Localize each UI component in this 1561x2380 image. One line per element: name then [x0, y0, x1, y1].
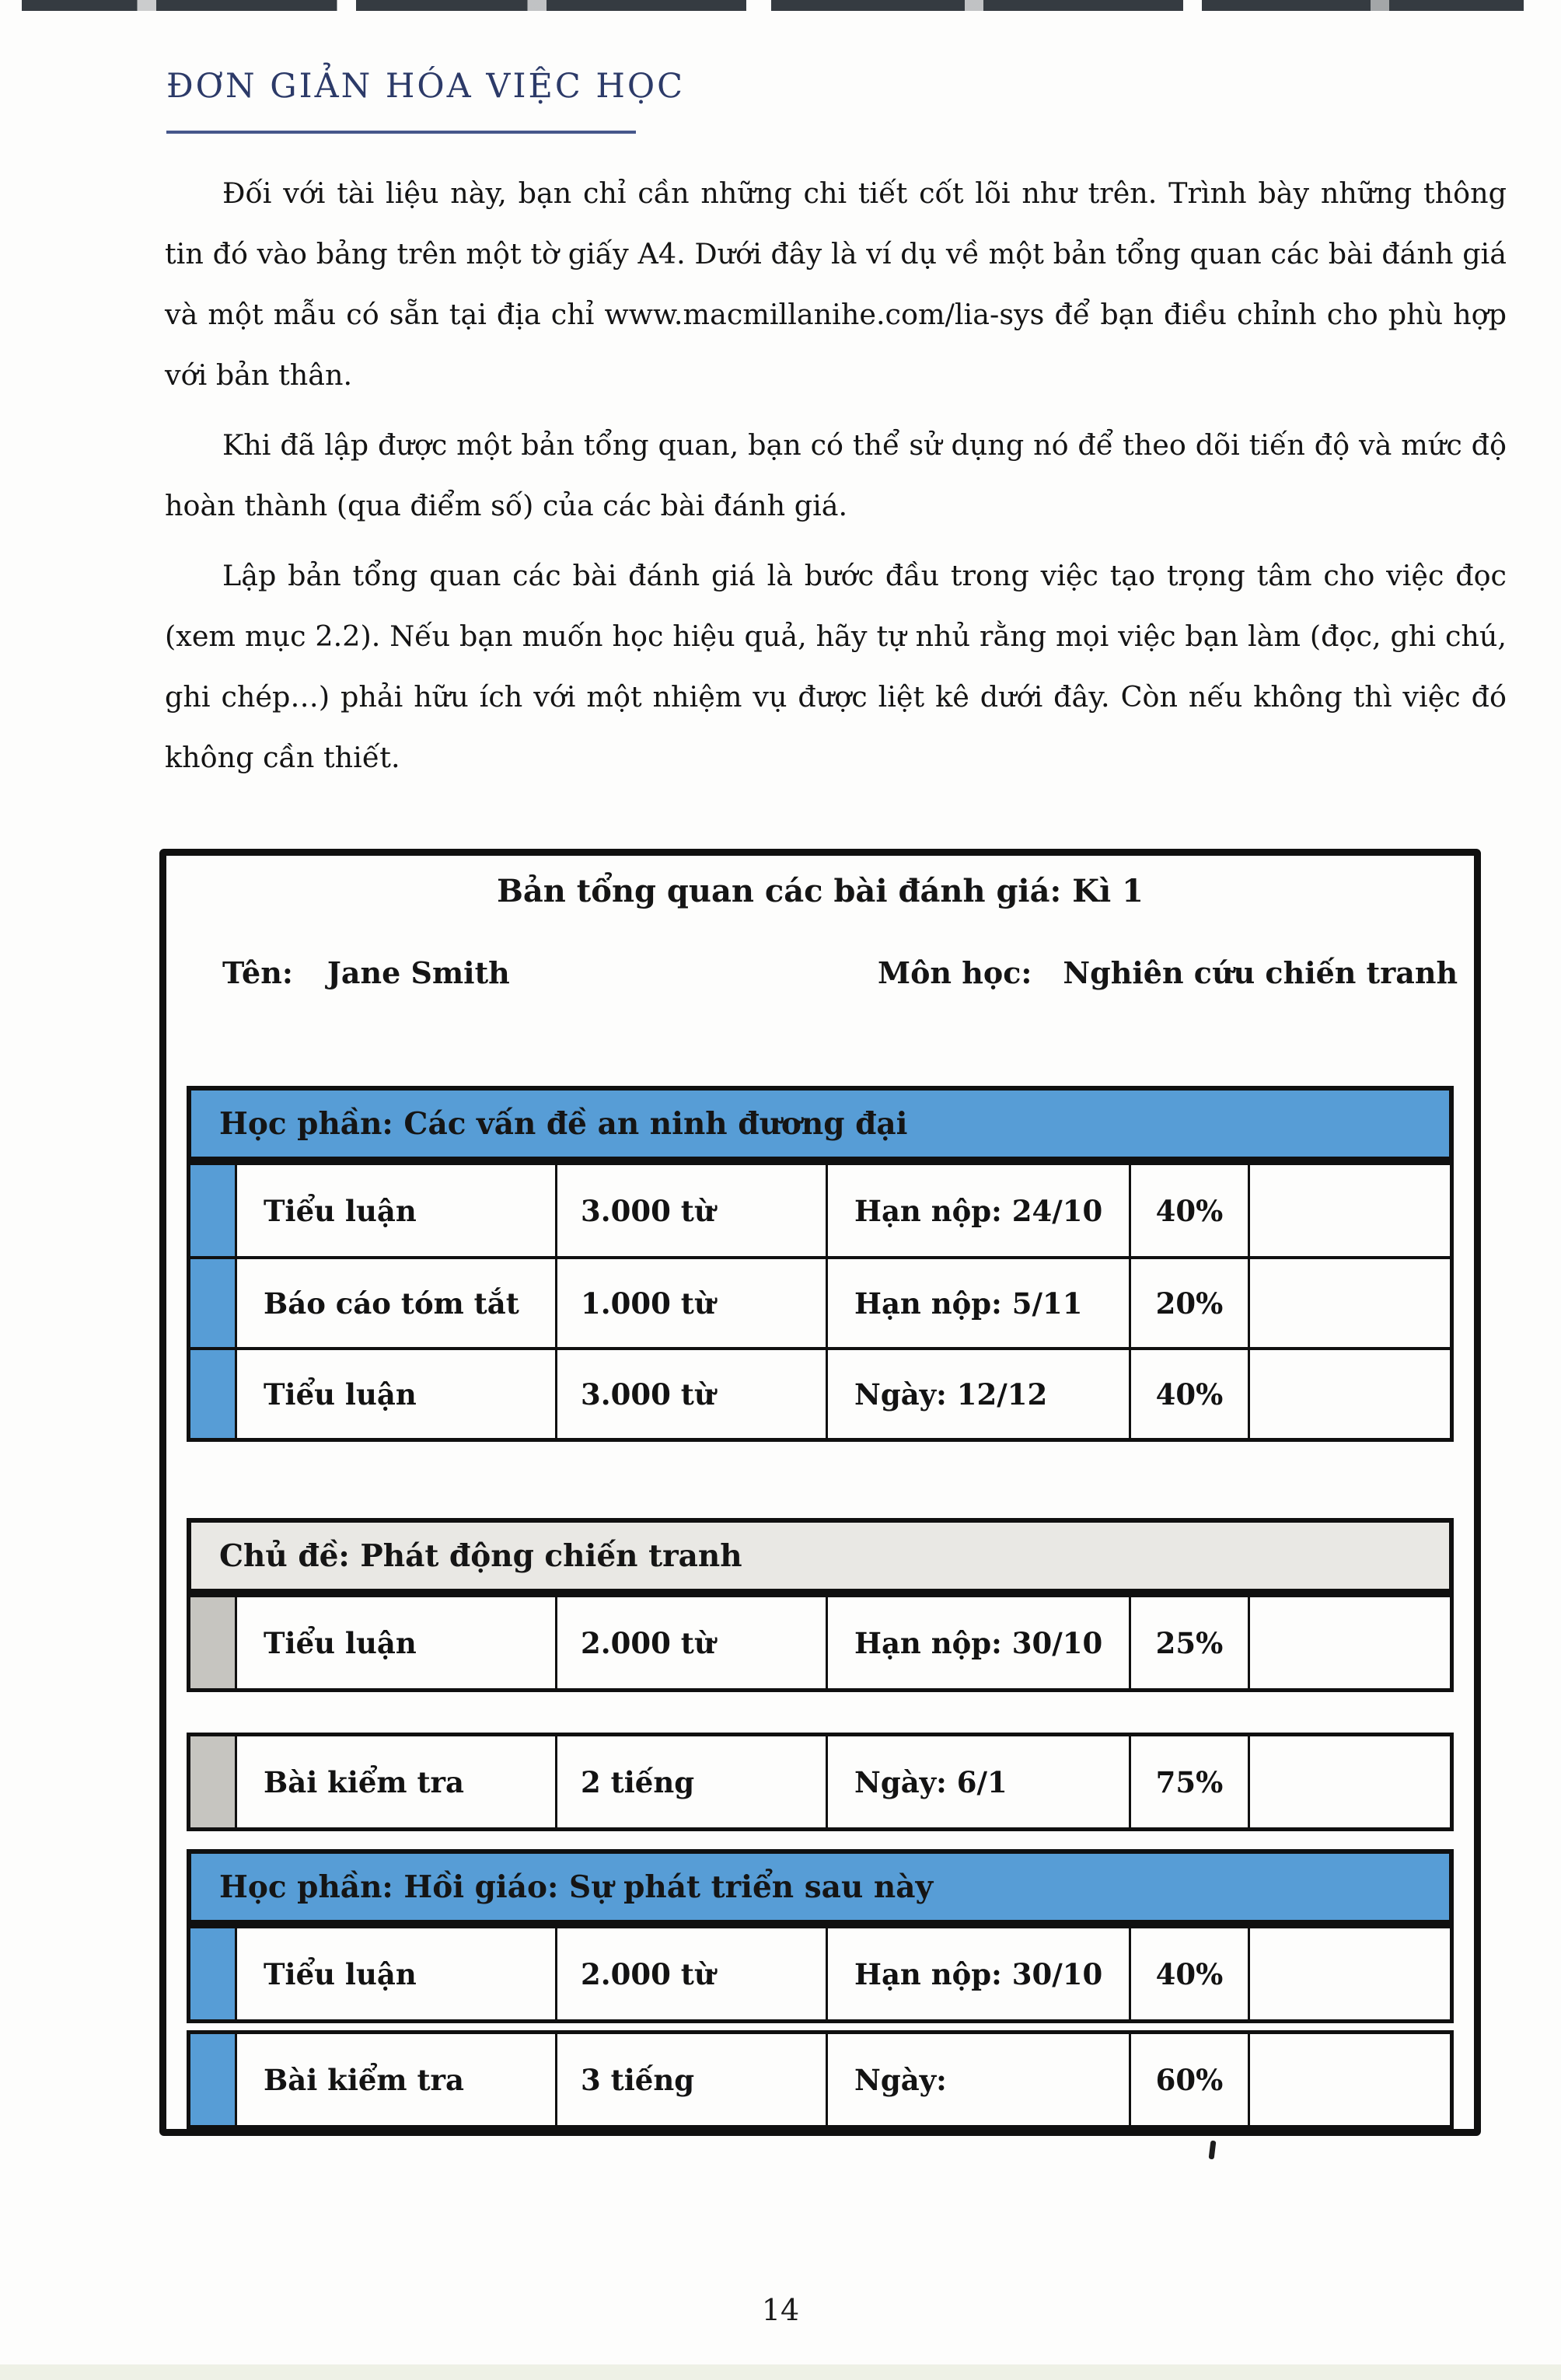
assessment-due: Ngày: 12/12	[828, 1350, 1131, 1438]
assessment-due: Hạn nộp: 5/11	[828, 1259, 1131, 1347]
assessment-size: 1.000 từ	[557, 1259, 828, 1347]
paragraph-1: Đối với tài liệu này, bạn chỉ cần những chi tiết cốt lõi như trên. Trình bày những thông tin đó vào bảng trên một tờ giấy A4. Dưới đây là ví dụ về một bản tổng quan các bài đánh giá và một mẫu có sẵn tại địa chỉ www.macmillanihe.com/lia-sys để bạn điều chỉnh cho phù hợp với bản thân.	[165, 176, 1507, 392]
assessment-notes	[1250, 1597, 1450, 1688]
assessment-size: 2 tiếng	[557, 1736, 828, 1827]
assessment-row	[187, 1593, 1454, 1692]
assessment-due: Hạn nộp: 24/10	[828, 1165, 1131, 1256]
assessment-type: Tiểu luận	[237, 1928, 557, 2019]
assessment-due: Hạn nộp: 30/10	[828, 1597, 1131, 1688]
assessment-type: Tiểu luận	[237, 1165, 557, 1256]
row-accent-stripe	[190, 1165, 237, 1256]
row-accent-stripe	[190, 1350, 237, 1438]
assessment-row	[190, 1165, 1450, 1256]
paragraph-2: Khi đã lập được một bản tổng quan, bạn có thể sử dụng nó để theo dõi tiến độ và mức độ hoàn thành (qua điểm số) của các bài đánh giá.	[165, 428, 1507, 522]
paragraph-3: Lập bản tổng quan các bài đánh giá là bước đầu trong việc tạo trọng tâm cho việc đọc (xem mục 2.2). Nếu bạn muốn học hiệu quả, hãy tự nhủ rằng mọi việc bạn làm (đọc, ghi chú, ghi chép…) phải hữu ích với một nhiệm vụ được liệt kê dưới đây. Còn nếu không thì việc đó không cần thiết.	[165, 559, 1507, 774]
assessment-notes	[1250, 1165, 1450, 1256]
section-heading-module-1: Học phần: Các vấn đề an ninh đương đại	[187, 1086, 1454, 1161]
subject-value: Nghiên cứu chiến tranh	[1063, 955, 1458, 990]
assessment-notes	[1250, 1928, 1450, 2019]
page-number: 14	[761, 2293, 800, 2327]
section-heading-topic: Chủ đề: Phát động chiến tranh	[187, 1518, 1454, 1593]
assessment-overview-table	[159, 849, 1481, 2136]
section-heading-module-2: Học phần: Hồi giáo: Sự phát triển sau này	[187, 1849, 1454, 1925]
assessment-row	[190, 1347, 1450, 1438]
assessment-weight: 20%	[1131, 1259, 1250, 1347]
scan-edge-top-bar	[0, 0, 1561, 11]
assessment-weight: 40%	[1131, 1928, 1250, 2019]
subject-row	[878, 955, 1458, 990]
assessment-notes	[1250, 1259, 1450, 1347]
assessment-row	[190, 1256, 1450, 1347]
assessment-size: 3.000 từ	[557, 1165, 828, 1256]
assessment-weight: 25%	[1131, 1597, 1250, 1688]
assessment-type: Tiểu luận	[237, 1350, 557, 1438]
assessment-size: 2.000 từ	[557, 1928, 828, 2019]
name-label: Tên:	[222, 955, 293, 990]
assessment-weight: 40%	[1131, 1350, 1250, 1438]
assessment-size: 3 tiếng	[557, 2034, 828, 2125]
running-head-rule	[166, 131, 636, 134]
assessment-notes	[1250, 1350, 1450, 1438]
assessment-weight: 75%	[1131, 1736, 1250, 1827]
assessment-due: Hạn nộp: 30/10	[828, 1928, 1131, 2019]
row-accent-stripe	[190, 1259, 237, 1347]
assessment-type: Bài kiểm tra	[237, 1736, 557, 1827]
scan-speck	[1209, 2141, 1217, 2160]
subject-label: Môn học:	[878, 955, 1032, 990]
assessment-type: Báo cáo tóm tắt	[237, 1259, 557, 1347]
assessment-due: Ngày:	[828, 2034, 1131, 2125]
assessment-row	[187, 1925, 1454, 2023]
assessment-weight: 60%	[1131, 2034, 1250, 2125]
assessment-type: Bài kiểm tra	[237, 2034, 557, 2125]
row-accent-stripe	[190, 1597, 237, 1688]
running-head: ĐƠN GIẢN HÓA VIỆC HỌC	[166, 67, 686, 106]
assessment-weight: 40%	[1131, 1165, 1250, 1256]
assessment-notes	[1250, 2034, 1450, 2125]
assessment-due: Ngày: 6/1	[828, 1736, 1131, 1827]
assessment-type: Tiểu luận	[237, 1597, 557, 1688]
assessment-notes	[1250, 1736, 1450, 1827]
row-accent-stripe	[190, 2034, 237, 2125]
assessment-row	[187, 2030, 1454, 2129]
row-accent-stripe	[190, 1736, 237, 1827]
assessment-size: 3.000 từ	[557, 1350, 828, 1438]
table-title: Bản tổng quan các bài đánh giá: Kì 1	[497, 873, 1144, 909]
row-accent-stripe	[190, 1928, 237, 2019]
assessment-row	[187, 1733, 1454, 1831]
assessment-size: 2.000 từ	[557, 1597, 828, 1688]
name-value: Jane Smith	[327, 955, 510, 990]
section-1-rows	[187, 1161, 1454, 1442]
scan-edge-bottom-band	[0, 2364, 1561, 2380]
student-name-row	[222, 955, 510, 990]
